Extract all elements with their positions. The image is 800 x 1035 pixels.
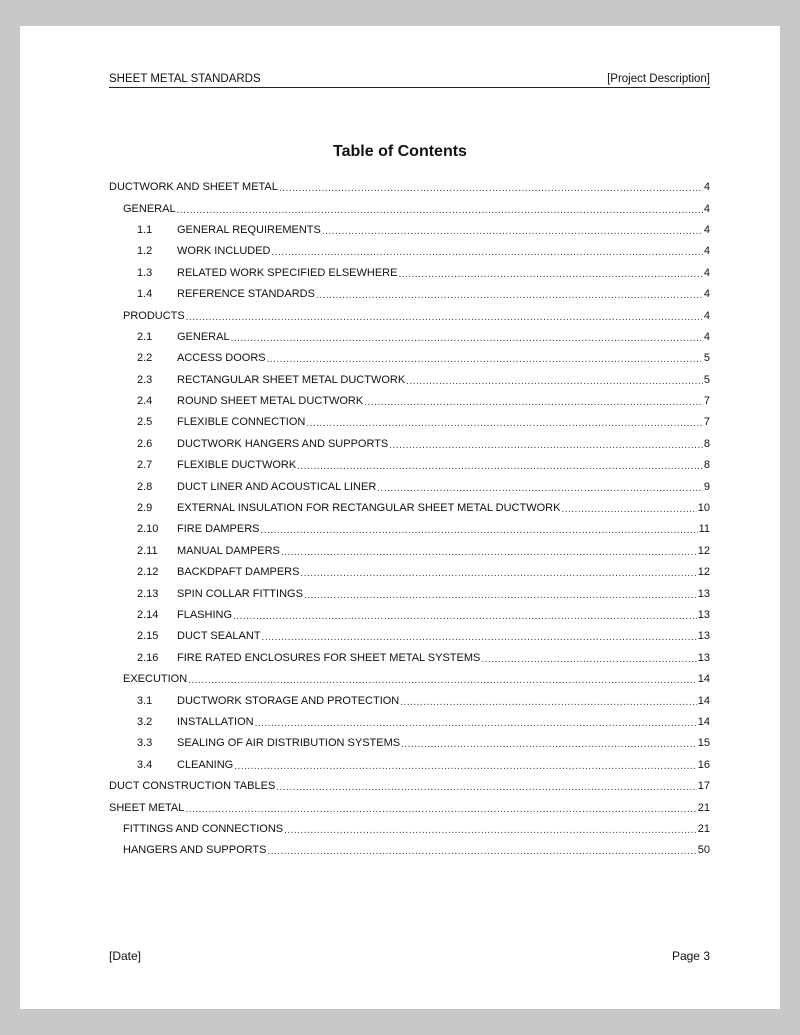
toc-entry-title: MANUAL DAMPERS <box>177 544 280 557</box>
toc-entry-number: 2.4 <box>137 395 153 408</box>
toc-entry-number: 2.16 <box>137 651 159 664</box>
toc-entry[interactable] <box>109 605 710 626</box>
toc-entry[interactable] <box>109 177 710 198</box>
toc-entry-number: 2.13 <box>137 587 159 600</box>
toc-entry-page: 21 <box>697 822 710 835</box>
toc-entry-title: FIRE RATED ENCLOSURES FOR SHEET METAL SYSTEMS <box>177 651 481 664</box>
toc-entry-title: DUCTWORK HANGERS AND SUPPORTS <box>177 437 389 450</box>
toc-entry-title: INSTALLATION <box>177 715 254 728</box>
toc-dot-leader <box>322 225 703 238</box>
header-project-description: [Project Description] <box>607 73 710 85</box>
toc-entry-number: 2.14 <box>137 609 159 621</box>
table-of-contents <box>109 177 710 862</box>
toc-entry[interactable] <box>109 455 710 476</box>
toc-entry-title: FLEXIBLE CONNECTION <box>177 416 306 429</box>
toc-entry[interactable] <box>109 263 710 284</box>
toc-entry-number: 2.5 <box>137 416 153 429</box>
toc-dot-leader <box>279 182 703 195</box>
toc-entry-number: 2.3 <box>137 373 153 386</box>
toc-entry-number: 2.7 <box>137 459 153 472</box>
toc-entry-title: FITTINGS AND CONNECTIONS <box>123 822 284 835</box>
toc-dot-leader <box>401 738 697 751</box>
toc-entry[interactable] <box>109 434 710 455</box>
toc-entry[interactable] <box>109 541 710 562</box>
toc-entry-title: SEALING OF AIR DISTRIBUTION SYSTEMS <box>177 737 401 750</box>
toc-entry-title: ROUND SHEET METAL DUCTWORK <box>177 395 364 408</box>
toc-entry[interactable] <box>109 327 710 348</box>
toc-dot-leader <box>185 803 696 816</box>
toc-entry-page: 14 <box>697 673 710 686</box>
toc-entry[interactable] <box>109 669 710 690</box>
toc-entry-number: 3.2 <box>137 715 153 728</box>
toc-entry[interactable] <box>109 626 710 647</box>
toc-entry[interactable] <box>109 391 710 412</box>
toc-entry-number: 2.1 <box>137 330 153 343</box>
toc-entry-page: 4 <box>703 330 710 343</box>
toc-entry-title: BACKDPAFT DAMPERS <box>177 566 300 579</box>
toc-entry-page: 13 <box>697 630 710 643</box>
toc-entry-page: 13 <box>697 587 710 600</box>
toc-dot-leader <box>267 845 696 858</box>
toc-entry-number: 2.12 <box>137 566 159 579</box>
footer-page-number: Page 3 <box>671 949 710 963</box>
toc-entry[interactable] <box>109 412 710 433</box>
toc-entry-page: 4 <box>703 288 710 301</box>
toc-dot-leader <box>272 246 703 259</box>
toc-entry-page: 13 <box>697 651 710 664</box>
toc-dot-leader <box>262 631 697 644</box>
toc-entry[interactable] <box>109 840 710 861</box>
toc-entry-page: 14 <box>697 694 710 707</box>
toc-dot-leader <box>364 396 703 409</box>
toc-entry-title: EXECUTION <box>123 673 188 686</box>
toc-dot-leader <box>297 460 703 473</box>
toc-entry-title: GENERAL <box>177 330 230 343</box>
toc-heading: Table of Contents <box>333 143 467 160</box>
toc-dot-leader <box>306 417 703 430</box>
toc-dot-leader <box>300 567 696 580</box>
toc-dot-leader <box>261 524 698 537</box>
toc-entry[interactable] <box>109 220 710 241</box>
toc-entry-number: 2.9 <box>137 502 153 515</box>
toc-entry-title: SHEET METAL <box>109 801 185 814</box>
toc-entry[interactable] <box>109 198 710 219</box>
toc-entry-number: 3.1 <box>137 694 153 707</box>
footer-date: [Date] <box>109 949 142 963</box>
toc-entry-number: 1.4 <box>137 288 153 301</box>
toc-entry-title: ACCESS DOORS <box>177 352 266 365</box>
toc-entry-number: 1.2 <box>137 245 153 258</box>
toc-entry-page: 11 <box>698 523 710 536</box>
toc-entry-title: FLEXIBLE DUCTWORK <box>177 459 297 472</box>
toc-entry-number: 1.1 <box>137 223 153 236</box>
toc-entry-page: 16 <box>697 758 710 771</box>
toc-entry-page: 5 <box>703 373 710 386</box>
toc-entry-number: 1.3 <box>137 266 153 279</box>
toc-entry-title: EXTERNAL INSULATION FOR RECTANGULAR SHEET METAL DUCTWORK <box>177 502 561 515</box>
toc-dot-leader <box>389 439 703 452</box>
toc-entry-page: 8 <box>703 459 710 472</box>
toc-entry-title: HANGERS AND SUPPORTS <box>123 844 267 857</box>
toc-entry[interactable] <box>109 305 710 326</box>
toc-entry-page: 10 <box>697 502 710 515</box>
toc-entry-page: 5 <box>703 352 710 365</box>
toc-entry[interactable] <box>109 583 710 604</box>
toc-entry-page: 21 <box>697 801 710 814</box>
toc-entry-page: 13 <box>697 609 710 621</box>
toc-entry[interactable] <box>109 819 710 840</box>
toc-entry-number: 2.8 <box>137 480 153 493</box>
toc-entry-page: 50 <box>697 844 710 857</box>
toc-dot-leader <box>304 589 697 602</box>
toc-entry-page: 14 <box>697 715 710 728</box>
toc-dot-leader <box>316 289 703 302</box>
toc-dot-leader <box>234 760 697 773</box>
page-header <box>109 72 710 88</box>
toc-entry[interactable] <box>109 241 710 262</box>
toc-dot-leader <box>281 546 697 559</box>
toc-entry-title: WORK INCLUDED <box>177 245 271 258</box>
document-page <box>20 26 780 1009</box>
toc-entry[interactable] <box>109 755 710 776</box>
toc-entry-page: 4 <box>703 266 710 279</box>
toc-entry-title: GENERAL <box>123 202 176 215</box>
toc-entry[interactable] <box>109 370 710 391</box>
toc-entry-page: 4 <box>703 223 710 236</box>
toc-entry-page: 7 <box>703 416 710 429</box>
toc-entry[interactable] <box>109 476 710 497</box>
toc-entry[interactable] <box>109 648 710 669</box>
toc-entry-page: 15 <box>697 737 710 750</box>
toc-entry-title: FIRE DAMPERS <box>177 523 260 536</box>
toc-entry-title: DUCT CONSTRUCTION TABLES <box>109 780 276 793</box>
toc-entry-page: 4 <box>703 181 710 194</box>
header-document-title: SHEET METAL STANDARDS <box>109 73 261 85</box>
toc-entry[interactable] <box>109 712 710 733</box>
toc-entry-title: PRODUCTS <box>123 309 185 322</box>
toc-entry-number: 2.15 <box>137 630 159 643</box>
toc-dot-leader <box>267 353 703 366</box>
toc-entry-number: 2.10 <box>137 523 159 536</box>
toc-dot-leader <box>406 375 703 388</box>
toc-entry-title: DUCTWORK AND SHEET METAL <box>109 181 278 194</box>
toc-entry-page: 17 <box>697 780 710 793</box>
toc-dot-leader <box>400 696 696 709</box>
toc-entry-page: 4 <box>703 309 710 322</box>
toc-entry[interactable] <box>109 776 710 797</box>
toc-dot-leader <box>377 482 703 495</box>
toc-entry-page: 4 <box>703 202 710 215</box>
toc-entry-page: 12 <box>697 566 710 579</box>
toc-dot-leader <box>481 653 696 666</box>
toc-entry-number: 3.4 <box>137 758 153 771</box>
toc-entry[interactable] <box>109 562 710 583</box>
page-footer <box>109 948 710 964</box>
toc-entry-page: 8 <box>703 437 710 450</box>
toc-dot-leader <box>561 503 696 516</box>
toc-entry-number: 2.2 <box>137 352 153 365</box>
toc-dot-leader <box>186 311 703 324</box>
toc-dot-leader <box>398 268 702 281</box>
toc-entry-title: CLEANING <box>177 758 234 771</box>
toc-entry[interactable] <box>109 284 710 305</box>
toc-entry-title: DUCT LINER AND ACOUSTICAL LINER <box>177 480 377 493</box>
toc-entry-title: RELATED WORK SPECIFIED ELSEWHERE <box>177 266 398 279</box>
toc-entry-title: DUCT SEALANT <box>177 630 261 643</box>
toc-entry-title: GENERAL REQUIREMENTS <box>177 223 321 236</box>
toc-entry[interactable] <box>109 797 710 818</box>
toc-dot-leader <box>177 204 703 217</box>
toc-entry-title: FLASHING <box>177 609 233 621</box>
toc-entry-number: 2.6 <box>137 437 153 450</box>
toc-dot-leader <box>188 674 697 687</box>
toc-entry[interactable] <box>109 519 710 540</box>
toc-entry[interactable] <box>109 690 710 711</box>
toc-entry-title: SPIN COLLAR FITTINGS <box>177 587 303 600</box>
toc-entry-title: DUCTWORK STORAGE AND PROTECTION <box>177 694 400 707</box>
toc-entry[interactable] <box>109 348 710 369</box>
toc-entry-title: RECTANGULAR SHEET METAL DUCTWORK <box>177 373 406 386</box>
toc-entry-number: 2.11 <box>137 544 158 557</box>
toc-dot-leader <box>233 610 697 623</box>
toc-entry-page: 9 <box>703 480 710 493</box>
toc-entry-page: 7 <box>703 395 710 408</box>
toc-entry-title: REFERENCE STANDARDS <box>177 288 315 301</box>
toc-dot-leader <box>255 717 697 730</box>
toc-dot-leader <box>284 824 697 837</box>
toc-entry-number: 3.3 <box>137 737 153 750</box>
toc-dot-leader <box>231 332 703 345</box>
toc-entry-page: 12 <box>697 544 710 557</box>
toc-entry-page: 4 <box>703 245 710 258</box>
toc-entry[interactable] <box>109 498 710 519</box>
toc-entry[interactable] <box>109 733 710 754</box>
toc-dot-leader <box>276 781 697 794</box>
